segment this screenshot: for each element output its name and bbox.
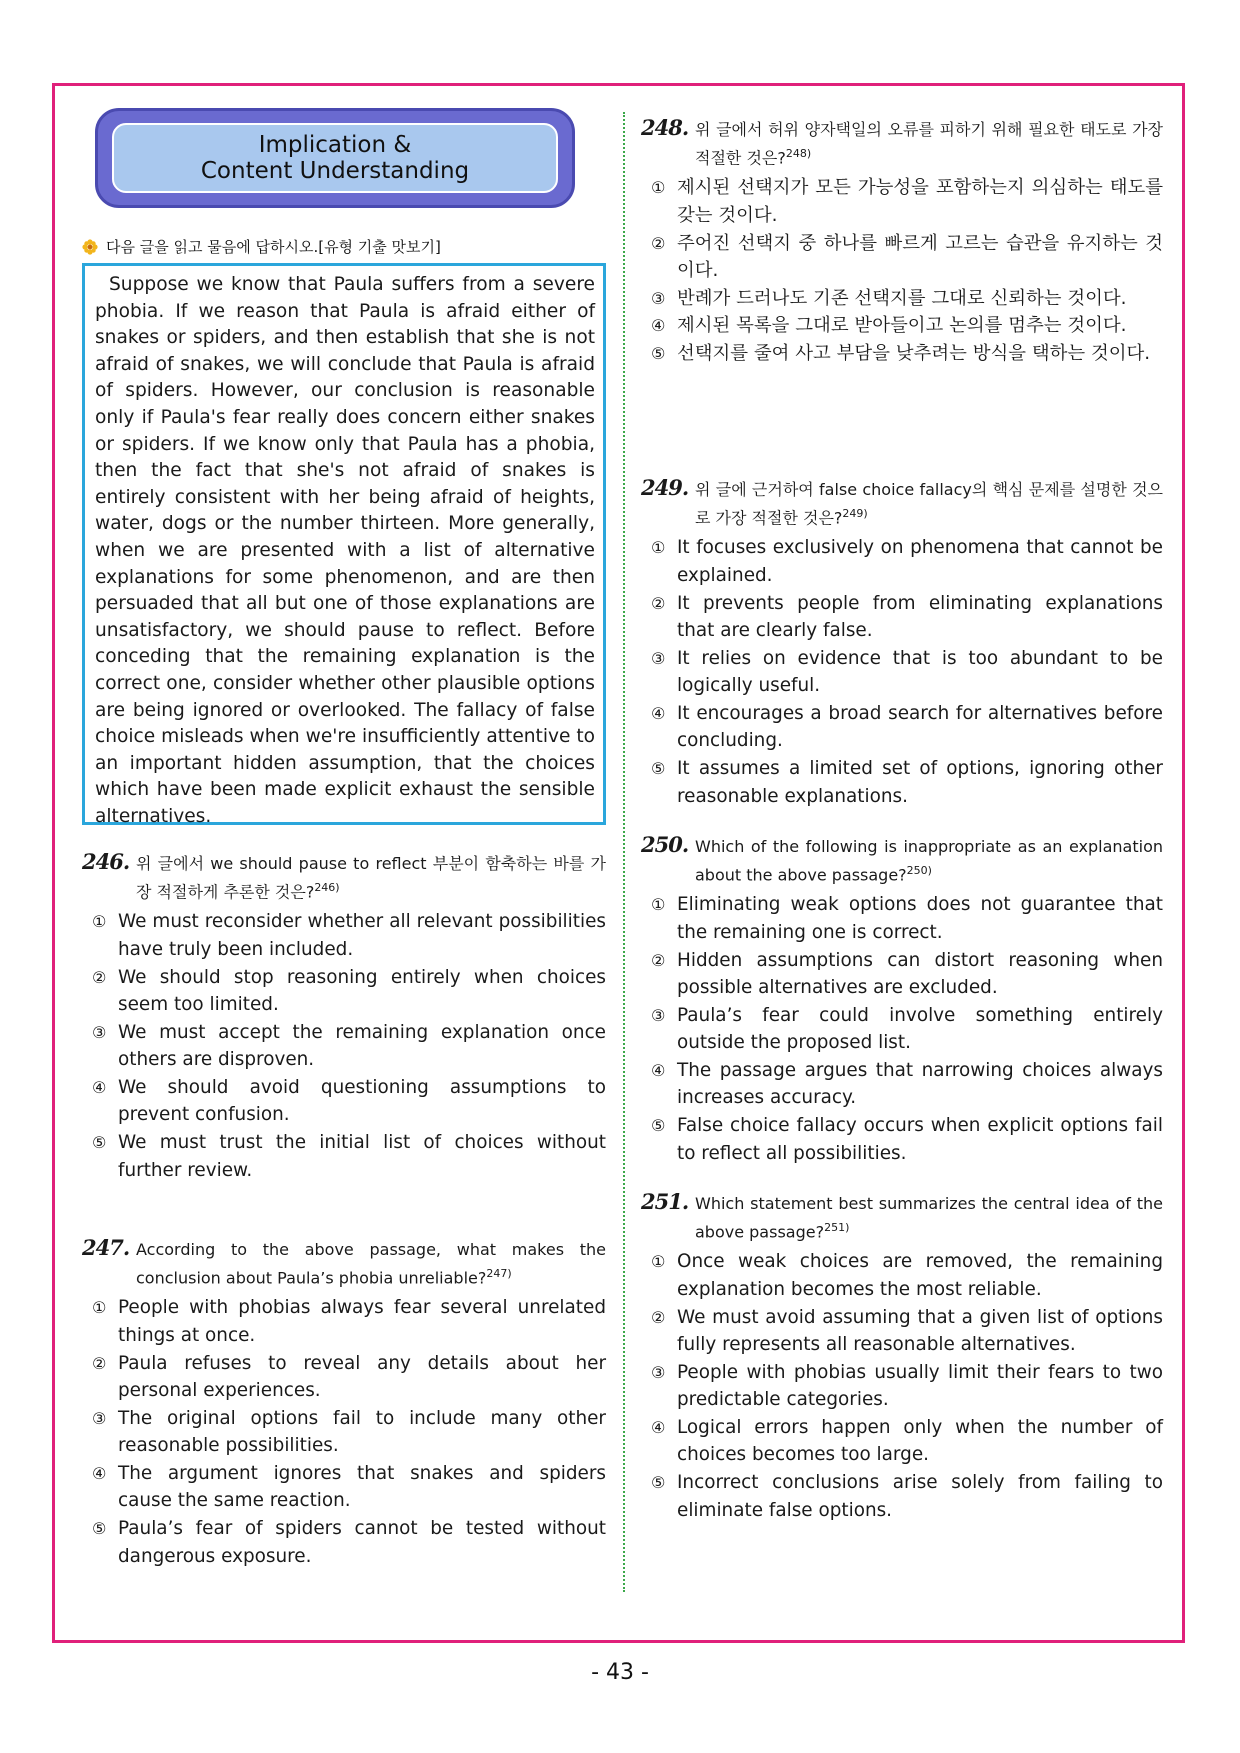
question-249 [641,475,1163,810]
answer-option[interactable]: ④ The passage argues that narrowing choices always increases accuracy. [651,1059,1163,1109]
answer-option[interactable]: ⑤ 선택지를 줄여 사고 부담을 낮추려는 방식을 택하는 것이다. [651,342,1151,364]
question-stem: 250. Which of the following is inappropriate as an explanation about the above passage?$^{250)}$ [641,832,1163,885]
question-number: 250. [641,832,689,857]
section-title-inner [112,123,558,193]
question-248 [641,115,1163,367]
question-number: 248. [641,115,689,140]
answer-option[interactable]: ③ People with phobias usually limit their fears to two predictable categories. [651,1361,1163,1411]
question-number: 251. [641,1189,689,1214]
answer-option[interactable]: ⑤ We must trust the initial list of choices without further review. [92,1132,606,1181]
question-stem: 246. 위 글에서 we should pause to reflect 부분이 함축하는 바를 가장 적절하게 추론한 것은?$^{246)}$ [82,849,606,902]
question-number: 246. [82,849,130,874]
answer-option[interactable]: ④ We should avoid questioning assumptions to prevent confusion. [92,1076,606,1126]
answer-option[interactable]: ① It focuses exclusively on phenomena that cannot be explained. [651,537,1163,586]
instruction-text: 다음 글을 읽고 물음에 답하시오.[유형 기출 맛보기] [106,238,441,256]
reading-passage [82,263,606,825]
answer-option[interactable]: ② It prevents people from eliminating explanations that are clearly false. [651,592,1163,642]
question-247 [82,1235,606,1570]
instruction [82,236,441,257]
question-250 [641,832,1163,1167]
question-number: 249. [641,475,689,500]
question-246 [82,849,606,1184]
answer-option[interactable]: ② Hidden assumptions can distort reasoning when possible alternatives are excluded. [651,949,1163,999]
answer-option[interactable]: ① 제시된 선택지가 모든 가능성을 포함하는지 의심하는 태도를 갖는 것이다. [651,177,1163,226]
answer-option[interactable]: ② We should stop reasoning entirely when choices seem too limited. [92,966,606,1016]
answer-option[interactable]: ③ The original options fail to include many other reasonable possibilities. [92,1407,606,1457]
answer-option[interactable]: ② We must avoid assuming that a given list of options fully represents all reasonable alternatives. [651,1306,1163,1356]
answer-option[interactable]: ② 주어진 선택지 중 하나를 빠르게 고르는 습관을 유지하는 것이다. [651,232,1163,282]
answer-option[interactable]: ⑤ Paula’s fear of spiders cannot be tested without dangerous exposure. [92,1518,606,1567]
answer-option[interactable]: ③ We must accept the remaining explanation once others are disproven. [92,1021,606,1071]
question-stem: 248. 위 글에서 허위 양자택일의 오류를 피하기 위해 필요한 태도로 가장 적절한 것은?$^{248)}$ [641,115,1163,168]
answer-option[interactable]: ⑤ Incorrect conclusions arise solely from failing to eliminate false options. [651,1472,1163,1521]
answer-option[interactable]: ③ It relies on evidence that is too abundant to be logically useful. [651,647,1163,697]
answer-option[interactable]: ① We must reconsider whether all relevant possibilities have truly been included. [92,911,606,960]
answer-option[interactable]: ③ Paula’s fear could involve something entirely outside the proposed list. [651,1004,1163,1054]
question-stem: 247. According to the above passage, what makes the conclusion about Paula’s phobia unreliable?$^{247)}$ [82,1235,606,1288]
section-title-line1: Implication & [258,132,412,158]
passage-text: Suppose we know that Paula suffers from a severe phobia. If we reason that Paula is afraid either of snakes or spiders, and then establish that she is not afraid of snakes, we will conclude that Paula is afraid of spiders. However, our conclusion is reasonable only if Paula's fear really does concern either snakes or spiders. If we know only that Paula has a phobia, then the fact that she's not afraid of snakes is entirely consistent with her being afraid of heights, water, dogs or the number thirteen. More generally, when we are presented with a list of alternative explanations for some phenomenon, and are then persuaded that all but one of those explanations are unsatisfactory, we should pause to reflect. Before conceding that the remaining explanation is the correct one, consider whether other plausible options are being ignored or overlooked. The fallacy of false choice misleads when we're insufficiently attentive to an important hidden assumption, that the choices which have been made explicit exhaust the sensible alternatives. [95,274,596,827]
page-number: - 43 - [591,1660,649,1685]
answer-option[interactable]: ① People with phobias always fear several unrelated things at once. [92,1297,606,1346]
question-stem: 251. Which statement best summarizes the central idea of the above passage?$^{251)}$ [641,1189,1163,1242]
question-number: 247. [82,1235,130,1260]
answer-option[interactable]: ① Eliminating weak options does not guarantee that the remaining one is correct. [651,894,1163,943]
answer-option[interactable]: ④ Logical errors happen only when the number of choices becomes too large. [651,1416,1163,1466]
question-251 [641,1189,1163,1524]
answer-option[interactable]: ④ 제시된 목록을 그대로 받아들이고 논의를 멈추는 것이다. [651,315,1127,337]
question-stem: 249. 위 글에 근거하여 false choice fallacy의 핵심 문제를 설명한 것으로 가장 적절한 것은?$^{249)}$ [641,475,1163,528]
answer-option[interactable]: ① Once weak choices are removed, the remaining explanation becomes the most reliable. [651,1251,1163,1300]
section-title-line2: Content Understanding [200,158,470,184]
answer-option[interactable]: ③ 반례가 드러나도 기존 선택지를 그대로 신뢰하는 것이다. [651,287,1127,309]
answer-option[interactable]: ④ It encourages a broad search for alternatives before concluding. [651,702,1163,752]
answer-option[interactable]: ⑤ It assumes a limited set of options, ignoring other reasonable explanations. [651,758,1163,807]
answer-option[interactable]: ⑤ False choice fallacy occurs when explicit options fail to reflect all possibilities. [651,1115,1163,1164]
answer-option[interactable]: ② Paula refuses to reveal any details about her personal experiences. [92,1352,606,1402]
column-divider [623,112,625,1592]
section-title-box [95,108,575,208]
flower-icon [82,239,98,255]
answer-option[interactable]: ④ The argument ignores that snakes and spiders cause the same reaction. [92,1462,606,1512]
